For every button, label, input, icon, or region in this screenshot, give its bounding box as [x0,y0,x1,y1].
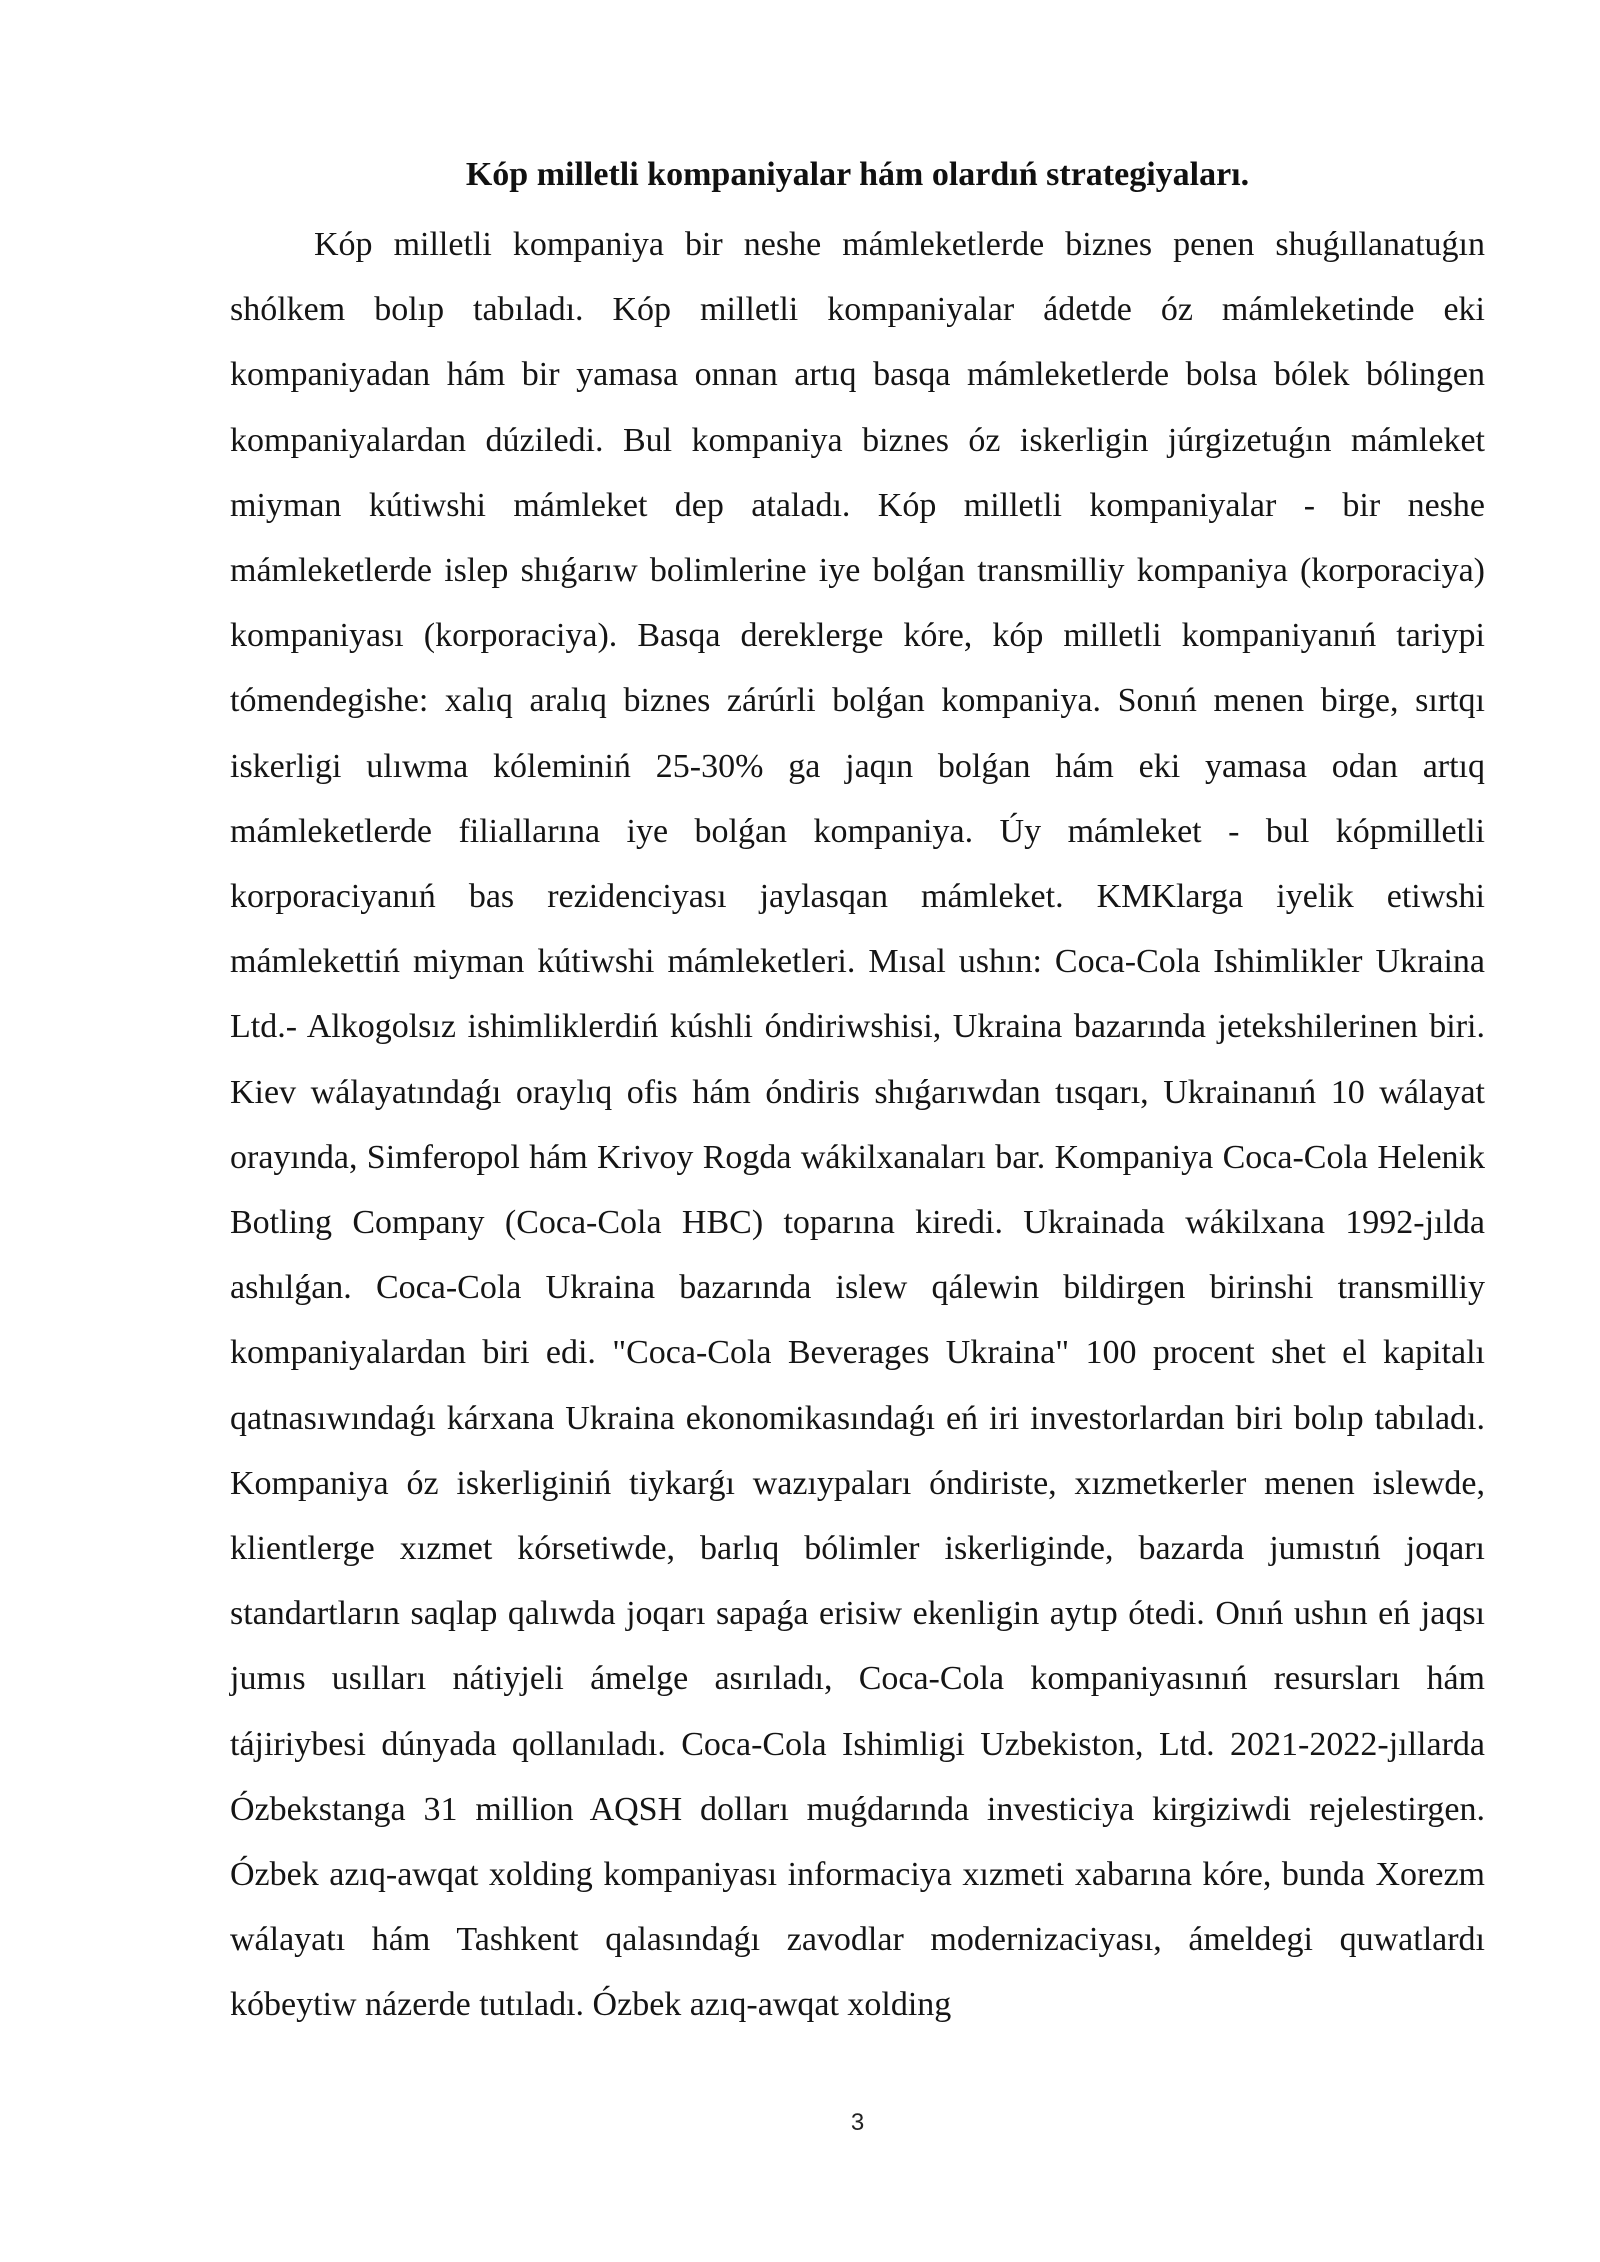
body-paragraph: Kóp milletli kompaniya bir neshe mámleketlerde biznes penen shuǵıllanatuǵın shólkem bolıp tabıladı. Kóp milletli kompaniyalar ádetde óz mámleketinde eki kompaniyadan hám bir yamasa onnan artıq basqa mámleketlerde bolsa bólek bólingen kompaniyalardan dúziledi. Bul kompaniya biznes óz iskerligin júrgizetuǵın mámleket miyman kútiwshi mámleket dep ataladı. Kóp milletli kompaniyalar - bir neshe mámleketlerde islep shıǵarıw bolimlerine iye bolǵan transmilliy kompaniya (korporaciya) kompaniyası (korporaciya). Basqa dereklerge kóre, kóp milletli kompaniyanıń tariypi tómendegishe: xalıq aralıq biznes zárúrli bolǵan kompaniya. Sonıń menen birge, sırtqı iskerligi ulıwma kóleminiń 25-30% ga jaqın bolǵan hám eki yamasa odan artıq mámleketlerde filiallarına iye bolǵan kompaniya. Úy mámleket - bul kópmilletli korporaciyanıń bas rezidenciyası jaylasqan mámleket. KMKlarga iyelik etiwshi mámlekettiń miyman kútiwshi mámleketleri. Mısal ushın: Coca-Cola Ishimlikler Ukraina Ltd.- Alkogolsız ishimliklerdiń kúshli óndiriwshisi, Ukraina bazarında jetekshilerinen biri. Kiev wálayatındaǵı oraylıq ofis hám óndiris shıǵarıwdan tısqarı, Ukrainanıń 10 wálayat orayında, Simferopol hám Krivoy Rogda wákilxanaları bar. Kompaniya Coca-Cola Helenik Botling Company (Coca-Cola HBC) toparına kiredi. Ukrainada wákilxana 1992-jılda ashılǵan. Coca-Cola Ukraina bazarında islew qálewin bildirgen birinshi transmilliy kompaniyalardan biri edi. "Coca-Cola Beverages Ukraina" 100 procent shet el kapitalı qatnasıwındaǵı kárxana Ukraina ekonomikasındaǵı eń iri investorlardan biri bolıp tabıladı. Kompaniya óz iskerliginiń tiykarǵı wazıypaları óndiriste, xızmetkerler menen islewde, klientlerge xızmet kórsetiwde, barlıq bólimler iskerliginde, bazarda jumıstıń joqarı standartların saqlap qalıwda joqarı sapaǵa erisiw ekenligin aytıp ótedi. Onıń ushın eń jaqsı jumıs usılları nátiyjeli ámelge asırıladı, Coca-Cola kompaniyasınıń resursları hám tájiriybesi dúnyada qollanıladı. Coca-Cola Ishimligi Uzbekiston, Ltd. 2021-2022-jıllarda Ózbekstanga 31 million AQSH dolları muǵdarında investiciya kirgiziwdi rejelestirgen. Ózbek azıq-awqat xolding kompaniyası informaciya xızmeti xabarına kóre, bunda Xorezm wálayatı hám Tashkent qalasındaǵı zavodlar modernizaciyası, ámeldegi quwatlardı kóbeytiw názerde tutıladı. Ózbek azıq-awqat xolding [230,226,1485,2024]
page-title: Kóp milletli kompaniyalar hám olardıń strategiyaları. [465,156,1250,193]
page-number: 3 [850,2109,865,2136]
